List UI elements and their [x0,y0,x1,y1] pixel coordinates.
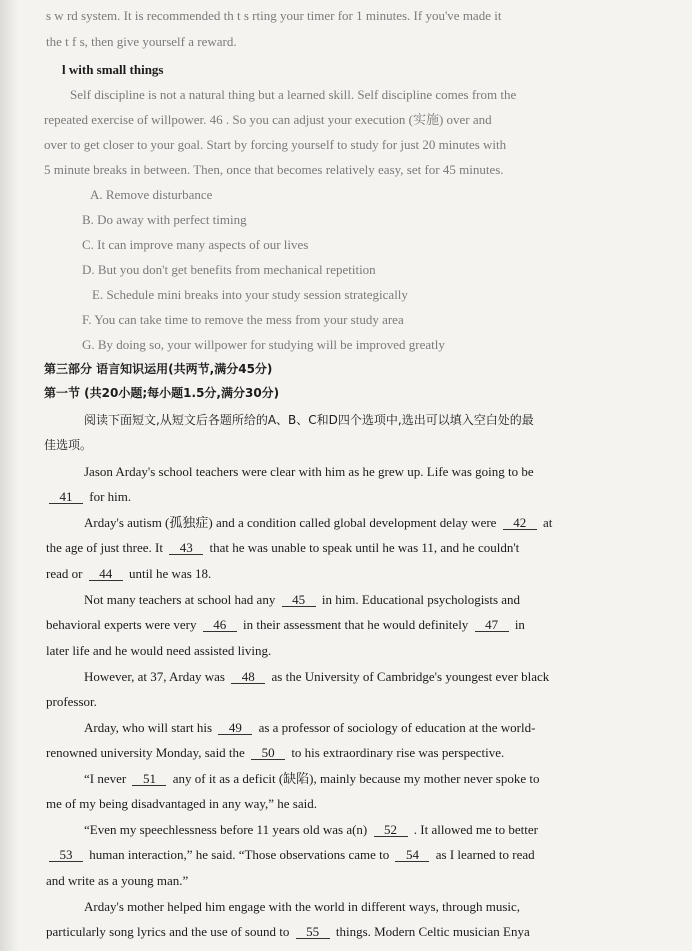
blank-50: 50 [251,746,285,760]
passage-line-8: later life and he would need assisted living. [46,643,272,658]
top-line-2: the t f s, then give yourself a reward. [46,34,237,49]
blank-55: 55 [296,925,330,939]
blank-48: 48 [231,670,265,684]
passage-line-3: Arday's autism (孤独症) and a condition called global development delay were 42 at [84,515,553,530]
blank-49: 49 [218,721,252,735]
part3-heading: 第三部分 语言知识运用(共两节,满分45分) [44,362,273,376]
option-f: F. You can take time to remove the mess from your study area [82,312,404,327]
passage-line-12: renowned university Monday, said the 50 to his extraordinary rise was perspective. [46,745,505,760]
passage-line-18: Arday's mother helped him engage with the world in different ways, through music, [84,899,521,914]
section-heading: l with small things [62,62,164,77]
instruction-line-1: 阅读下面短文,从短文后各题所给的A、B、C和D四个选项中,选出可以填入空白处的最 [84,413,534,427]
blank-46: 46 [203,618,237,632]
passage-line-9: However, at 37, Arday was 48 as the University of Cambridge's youngest ever black [84,669,550,684]
blank-54: 54 [395,848,429,862]
instruction-line-2: 佳选项。 [44,438,93,452]
blank-44: 44 [89,567,123,581]
passage-line-15: “Even my speechlessness before 11 years old was a(n) 52 . It allowed me to better [84,822,538,837]
top-line-1: s w rd system. It is recommended th t s rting your timer for 1 minutes. If you've made it [46,8,502,23]
option-a: A. Remove disturbance [90,187,213,202]
para1-line-3: over to get closer to your goal. Start by forcing yourself to study for just 20 minutes with [44,137,507,152]
passage-line-5: read or 44 until he was 18. [46,566,212,581]
para1-line-1: Self discipline is not a natural thing but a learned skill. Self discipline comes from the [70,87,517,102]
blank-45: 45 [282,593,316,607]
option-c: C. It can improve many aspects of our lives [82,237,309,252]
blank-51: 51 [132,772,166,786]
passage-line-4: the age of just three. It 43 that he was unable to speak until he was 11, and he couldn't [46,540,520,555]
passage-line-13: “I never 51 any of it as a deficit (缺陷), mainly because my mother never spoke to [84,771,540,786]
passage-line-14: me of my being disadvantaged in any way,” he said. [46,796,317,811]
option-b: B. Do away with perfect timing [82,212,247,227]
passage-line-7: behavioral experts were very 46 in their assessment that he would definitely 47 in [46,617,525,632]
blank-41: 41 [49,490,83,504]
passage-line-2: 41 for him. [0,489,692,505]
section1-heading: 第一节 (共20小题;每小题1.5分,满分30分) [44,386,280,400]
option-g: G. By doing so, your willpower for studying will be improved greatly [82,337,445,352]
passage-line-19: particularly song lyrics and the use of sound to 55 things. Modern Celtic musician Enya [46,924,530,939]
passage-line-16: 53 human interaction,” he said. “Those observations came to 54 as I learned to read [0,847,692,863]
option-d: D. But you don't get benefits from mechanical repetition [82,262,376,277]
blank-47: 47 [475,618,509,632]
passage-line-11: Arday, who will start his 49 as a professor of sociology of education at the world- [84,720,536,735]
passage-line-10: professor. [46,694,97,709]
blank-43: 43 [169,541,203,555]
para1-line-4: 5 minute breaks in between. Then, once that becomes relatively easy, set for 45 minutes. [44,162,504,177]
para1-line-2: repeated exercise of willpower. 46 . So you can adjust your execution (实施) over and [44,112,492,127]
blank-53: 53 [49,848,83,862]
option-e: E. Schedule mini breaks into your study session strategically [92,287,408,302]
passage-line-1: Jason Arday's school teachers were clear with him as he grew up. Life was going to be [84,464,534,479]
passage-line-6: Not many teachers at school had any 45 in him. Educational psychologists and [84,592,521,607]
blank-52: 52 [374,823,408,837]
passage-line-17: and write as a young man.” [46,873,189,888]
blank-42: 42 [503,516,537,530]
